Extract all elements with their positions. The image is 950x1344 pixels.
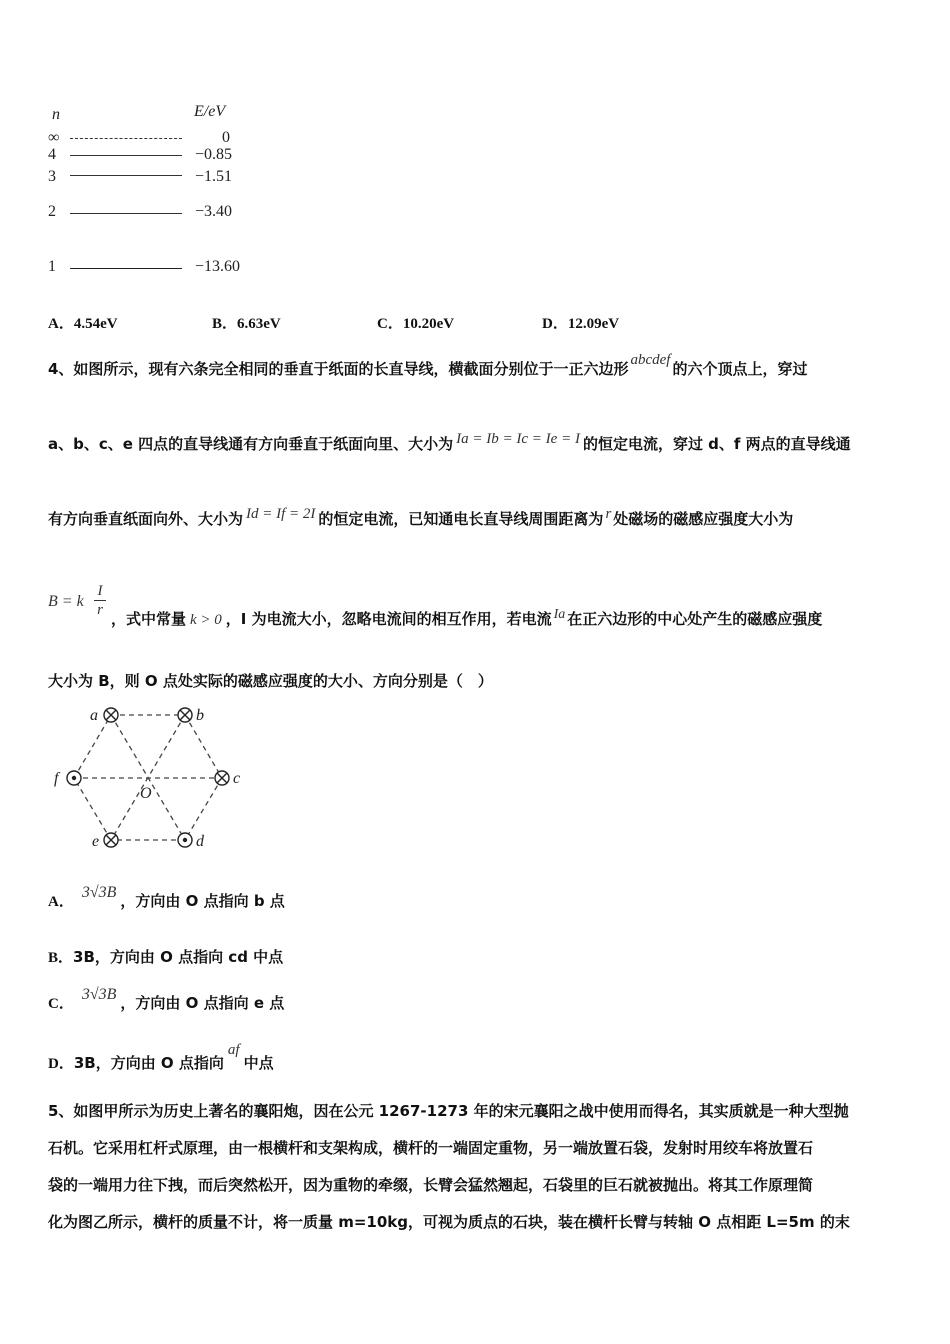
n-axis-label: n [52, 106, 60, 123]
label-f: f [54, 770, 59, 787]
text: 的恒定电流，穿过 d、f 两点的直导线通 [582, 435, 851, 453]
q4-line-4-text [111, 608, 822, 629]
option-letter: D． [542, 316, 568, 332]
q4-option-c[interactable] [48, 986, 285, 1013]
level-energy-value: −3.40 [195, 203, 233, 220]
option-text: 中点 [243, 1054, 274, 1072]
hexagon-wire-diagram [40, 698, 260, 858]
formula-3sqrt3b: 3√3B [81, 986, 117, 1003]
formula-af: af [227, 1042, 240, 1058]
level-line-3 [70, 175, 182, 176]
option-text: 6.63eV [237, 316, 281, 332]
level-energy-value: −1.51 [195, 168, 233, 185]
wire-b [178, 708, 192, 722]
label-a: a [90, 707, 98, 724]
option-text: ，方向由 O 点指向 b 点 [120, 892, 285, 910]
label-b: b [196, 707, 204, 724]
text: 5、如图甲所示为历史上著名的襄阳炮，因在公元 1267-1273 年的宋元襄阳之战中使用而得名，其实质就是一种大型抛 [48, 1102, 849, 1120]
text: 有方向垂直纸面向外、大小为 [48, 510, 244, 528]
option-text: 10.20eV [402, 316, 455, 332]
label-o: O [140, 785, 152, 802]
wire-d [178, 833, 192, 847]
level-n-label: 1 [48, 258, 56, 275]
option-letter: C． [377, 316, 403, 332]
fraction-numerator: I [94, 583, 106, 601]
text: 的六个顶点上，穿过 [672, 360, 808, 378]
q4-line-5 [48, 670, 493, 691]
q3-option-c[interactable] [377, 312, 454, 333]
option-letter: D． [48, 1056, 74, 1072]
level-energy-value: −13.60 [195, 258, 241, 275]
q5-line-3 [48, 1174, 813, 1195]
level-line-2 [70, 213, 182, 214]
formula-current-equality: Ia = Ib = Ic = Ie = I [456, 431, 580, 447]
option-letter: B． [212, 316, 238, 332]
q4-line-3 [48, 508, 793, 529]
text: 石机。它采用杠杆式原理，由一根横杆和支架构成，横杆的一端固定重物，另一端放置石袋，发射时用绞车将放置石 [48, 1139, 814, 1157]
level-n-label: ∞ [48, 129, 60, 146]
q5-line-1 [48, 1100, 849, 1121]
formula-3sqrt3b: 3√3B [81, 884, 117, 901]
option-text: 3B，方向由 O 点指向 [73, 1054, 224, 1072]
level-n-label: 3 [48, 168, 56, 185]
q3-option-d[interactable] [542, 312, 619, 333]
text: 在正六边形的中心处产生的磁感应强度 [567, 610, 823, 628]
fraction [94, 583, 106, 620]
formula-k-gt-0: k > 0 [190, 612, 222, 628]
level-energy-value: 0 [222, 129, 230, 146]
option-text: 3B，方向由 O 点指向 cd 中点 [73, 948, 284, 966]
level-energy-value: −0.85 [195, 146, 233, 163]
option-text: 12.09eV [567, 316, 620, 332]
text: 处磁场的磁感应强度大小为 [613, 510, 794, 528]
option-letter: A． [48, 316, 74, 332]
label-c: c [233, 770, 241, 787]
level-n-label: 4 [48, 146, 56, 163]
question-stem: 大小为 B，则 O 点处实际的磁感应强度的大小、方向分别是（ ） [48, 672, 493, 690]
text: ，I 为电流大小，忽略电流间的相互作用，若电流 [225, 610, 552, 628]
formula-ia: Ia [553, 607, 566, 622]
option-letter: A． [48, 894, 74, 910]
q5-line-4 [48, 1211, 850, 1232]
energy-axis-label: E/eV [194, 103, 226, 120]
level-n-label: 2 [48, 203, 56, 220]
formula-b-eq-k: B = k [48, 593, 84, 610]
wire-f [67, 771, 81, 785]
level-line-infinity [70, 138, 182, 139]
option-letter: B． [48, 950, 74, 966]
wire-a [104, 708, 118, 722]
level-line-1 [70, 268, 182, 269]
q3-option-b[interactable] [212, 312, 281, 333]
option-letter: C． [48, 996, 74, 1012]
text: 4、如图所示，现有六条完全相同的垂直于纸面的长直导线，横截面分别位于一正六边形 [48, 360, 629, 378]
level-line-4 [70, 155, 182, 156]
q4-option-b[interactable] [48, 946, 283, 967]
text: 袋的一端用力往下拽，而后突然松开，因为重物的牵缀，长臂会猛然翘起，石袋里的巨石就被抛出。将其工作原理简 [48, 1176, 814, 1194]
text: 的恒定电流，已知通电长直导线周围距离为 [318, 510, 604, 528]
text: 化为图乙所示，横杆的质量不计，将一质量 m=10kg，可视为质点的石块，装在横杆长臂与转轴 O 点相距 L=5m 的末 [48, 1213, 850, 1231]
q4-line-2 [48, 433, 851, 454]
label-d: d [196, 833, 204, 850]
label-e: e [92, 833, 100, 850]
q4-line-1 [48, 352, 808, 379]
fraction-denominator: r [97, 602, 103, 618]
text: a、b、c、e 四点的直导线通有方向垂直于纸面向里、大小为 [48, 435, 454, 453]
formula-abcdef: abcdef [630, 352, 671, 368]
formula-r: r [605, 506, 612, 522]
option-text: ，方向由 O 点指向 e 点 [120, 994, 285, 1012]
q4-option-d[interactable] [48, 1042, 274, 1073]
q4-option-a[interactable] [48, 884, 285, 911]
formula-current-2i: Id = If = 2I [246, 506, 316, 522]
q3-option-a[interactable] [48, 312, 118, 333]
wire-e [104, 833, 118, 847]
text: ，式中常量 [111, 610, 187, 628]
wire-c [215, 771, 229, 785]
q5-line-2 [48, 1137, 813, 1158]
option-text: 4.54eV [73, 316, 118, 332]
